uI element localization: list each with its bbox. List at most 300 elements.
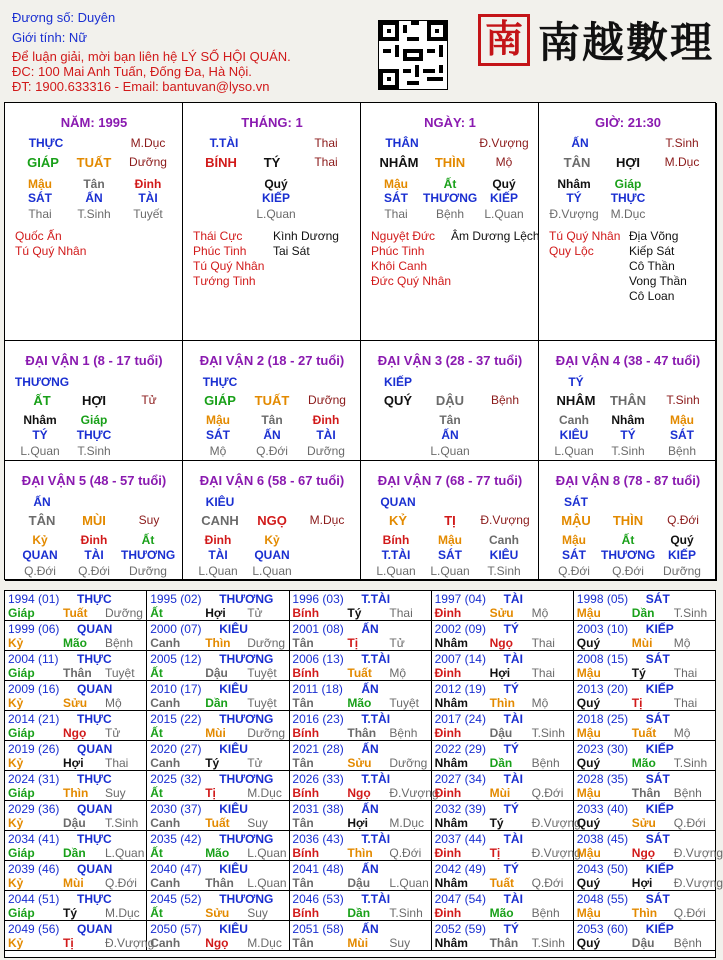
year-can: Ất [150,846,163,860]
brand-logo: 南越數理 [538,18,715,67]
year-cell [289,621,431,651]
dai-van-chi: THÂN [609,393,647,408]
year-chi: Mão [347,696,372,710]
year-cell [5,921,155,951]
year-star: TÝ [503,742,519,756]
year-can: Mậu [576,726,601,740]
hidden-star: T.TÀI [381,548,411,562]
year-star: T.TÀI [361,832,391,846]
hidden-stem: Nhâm [557,177,591,191]
year-can: Tân [292,936,314,950]
dai-van-star: KIÊU [205,495,235,509]
year-can: Giáp [8,846,35,860]
year-can: Ất [150,726,163,740]
year-star: ẤN [361,682,379,696]
year-label: 2013 (20) [576,682,629,696]
hidden-star: TÝ [32,428,48,442]
pillar-cell [5,103,183,341]
year-star: SÁT [645,652,670,666]
year-chi: Tý [347,606,362,620]
dai-van-title: ĐẠI VẬN 8 (78 - 87 tuổi) [555,473,701,488]
year-star: KIẾP [645,922,674,936]
year-stage: Q.Đới [673,816,706,830]
year-star: ẤN [361,742,379,756]
year-stage: Tuyệt [105,666,135,680]
year-can: Tân [292,876,314,890]
year-chi: Tuất [205,816,230,830]
hidden-star: ẤN [85,191,103,205]
year-cell [5,741,147,771]
year-chi: Tuất [63,606,88,620]
year-star: KIÊU [219,682,248,696]
hidden-stage: Dưỡng [663,564,701,578]
year-can: Giáp [8,786,35,800]
year-label: 2008 (15) [576,652,629,666]
year-cell [574,621,716,651]
year-cell [432,801,581,831]
year-can: Tân [292,636,314,650]
year-label: 1998 (05) [576,592,629,606]
hidden-stage: L.Quan [376,564,416,578]
year-star: TÀI [503,592,523,606]
year-can: Bính [292,846,320,860]
year-cell [432,621,574,651]
year-stage: Tử [389,636,405,650]
shen-sha: Phúc Tinh [371,244,425,258]
hidden-star: QUAN [254,548,290,562]
year-stage: Mộ [673,636,691,650]
dai-van-chi: MÙI [82,513,106,528]
year-label: 2006 (13) [292,652,344,666]
hidden-star: SÁT [562,548,586,562]
year-label: 2024 (31) [8,772,60,786]
year-chi: Tý [63,906,78,920]
year-chi: Sửu [347,756,372,770]
hidden-stage: Q.Đới [558,564,590,578]
dai-van-can: NHÂM [556,393,596,408]
shen-sha: Đức Quý Nhân [371,274,452,288]
hidden-stem: Mậu [562,533,586,547]
year-can: Bính [292,786,320,800]
dai-van-can: KỶ [388,513,408,528]
pillar-chi: HỢI [615,155,641,170]
hidden-stage: T.Sinh [77,207,111,221]
year-label: 1994 (01) [8,592,60,606]
dai-van-cell [183,341,361,461]
year-can: Đinh [434,846,462,860]
hidden-star: TÝ [566,191,582,205]
year-stage: Đ.Vượng [673,876,723,890]
year-label: 1999 (06) [8,622,60,636]
shen-sha: Quy Lộc [549,244,594,258]
pillar-stage: M.Dục [130,136,166,150]
year-label: 2001 (08) [292,622,344,636]
year-chi: Dậu [63,816,86,830]
pillar-stage: T.Sinh [665,136,699,150]
year-label: 2010 (17) [150,682,202,696]
year-label: 2000 (07) [150,622,202,636]
hidden-star: SÁT [384,191,408,205]
year-stage: Q.Đới [531,786,564,800]
dai-van-stage: Dưỡng [308,393,346,407]
year-chi: Mão [205,846,230,860]
year-stage: Suy [247,906,268,920]
year-stage: Q.Đới [673,906,706,920]
year-table [4,590,723,958]
pillar-chi: TÝ [263,155,281,170]
dai-van-cell [361,341,539,461]
dai-van-stage: M.Dục [309,513,345,527]
year-star: TÝ [503,862,519,876]
year-cell [574,861,723,891]
year-cell [147,741,289,771]
year-can: Canh [150,816,181,830]
year-star: KIÊU [219,622,248,636]
year-cell [432,681,574,711]
hidden-star: KIÊU [489,548,519,562]
year-chi: Tuất [631,726,657,740]
hidden-stem: Quý [670,533,694,547]
dai-van-star: SÁT [564,495,588,509]
gender: Giới tính: Nữ [12,30,88,45]
year-chi: Ngọ [347,786,371,800]
hidden-stem: Kỷ [32,533,48,547]
year-stage: Thai [531,666,555,680]
year-star: THỰC [77,892,112,906]
year-cell [5,681,147,711]
year-cell [432,831,581,861]
year-chi: Hợi [631,876,653,890]
year-label: 2035 (42) [150,832,202,846]
year-cell [147,801,289,831]
year-stage: Đ.Vượng [389,786,439,800]
hidden-star: TÀI [208,548,228,562]
year-chi: Dậu [631,936,655,950]
year-cell [289,681,431,711]
dai-van-cell [361,461,539,581]
dai-van-can: TÂN [28,513,56,528]
year-label: 2039 (46) [8,862,60,876]
year-stage: Mộ [531,696,549,710]
year-star: QUAN [77,742,113,756]
header [0,0,720,100]
hidden-stage: Q.Đới [256,444,288,458]
year-star: ẤN [361,622,379,636]
year-can: Bính [292,606,320,620]
hidden-star: KIẾP [261,191,290,205]
pillar-title: NGÀY: 1 [424,115,476,130]
year-label: 2014 (21) [8,712,60,726]
year-chi: Mùi [631,636,653,650]
year-stage: T.Sinh [673,606,708,620]
shen-sha: Quốc Ấn [15,229,62,243]
year-stage: Mộ [531,606,549,620]
year-chi: Thìn [631,906,658,920]
hidden-stage: T.Sinh [77,444,111,458]
hidden-star: TÝ [620,428,636,442]
year-chi: Mùi [63,876,84,890]
year-stage: Tuyệt [247,666,277,680]
year-cell [289,591,431,621]
year-star: ẤN [361,802,379,816]
hidden-star: THỰC [76,428,112,442]
year-label: 2011 (18) [292,682,343,696]
year-cell [5,891,147,921]
year-chi: Tị [347,636,359,650]
year-label: 2049 (56) [8,922,60,936]
year-stage: Tuyệt [389,696,419,710]
year-can: Giáp [8,726,35,740]
year-star: TÀI [503,772,523,786]
year-label: 2032 (39) [434,802,486,816]
hidden-stem: Mậu [206,413,230,427]
year-label: 2005 (12) [150,652,202,666]
year-chi: Thân [347,726,377,740]
hidden-stem: Giáp [80,413,108,427]
dai-van-stage: Đ.Vượng [480,513,530,527]
year-can: Quý [576,936,601,950]
year-label: 2009 (16) [8,682,60,696]
year-stage: T.Sinh [531,936,565,950]
year-stage: Q.Đới [389,846,422,860]
shen-sha: Thái Cực [193,229,243,243]
shen-sha-2: Cô Loan [629,289,675,303]
hidden-stage: L.Quan [252,564,292,578]
dai-van-title: ĐẠI VẬN 5 (48 - 57 tuổi) [21,473,167,488]
dai-van-title: ĐẠI VẬN 3 (28 - 37 tuổi) [377,353,523,368]
year-star: SÁT [645,832,670,846]
year-chi: Dần [347,906,371,920]
year-chi: Dậu [205,666,228,680]
year-can: Kỷ [8,936,24,950]
dai-van-star: TÝ [568,375,584,389]
hidden-stem: Tân [83,177,105,191]
year-star: THỰC [77,712,112,726]
year-stage: Đ.Vượng [673,846,723,860]
year-stage: Tử [247,756,263,770]
hidden-stem: Mậu [670,413,694,427]
year-chi: Thìn [489,696,515,710]
year-can: Quý [576,816,601,830]
year-chi: Hợi [347,816,368,830]
hidden-star: SÁT [28,191,52,205]
owner-name: Đương số: Duyên [12,10,116,25]
dai-van-can: GIÁP [204,393,236,408]
year-chi: Hợi [205,606,226,620]
year-cell [5,861,147,891]
year-can: Canh [150,876,181,890]
year-chi: Sửu [489,606,514,620]
hidden-stem: Tân [261,413,283,427]
hidden-stem: Đinh [312,413,340,427]
year-star: KIẾP [645,742,674,756]
year-label: 2021 (28) [292,742,344,756]
shen-sha-2: Tai Sát [273,244,310,258]
year-can: Bính [292,666,320,680]
hidden-stem: Đinh [134,177,162,191]
shen-sha-2: Kình Dương [273,229,339,243]
year-cell [147,771,289,801]
pillar-can: GIÁP [27,155,59,170]
year-label: 2028 (35) [576,772,629,786]
year-label: 2007 (14) [434,652,486,666]
year-can: Bính [292,726,320,740]
year-chi: Dần [205,696,228,710]
year-cell [574,831,723,861]
year-star: THỰC [77,592,112,606]
shen-sha: Khôi Canh [371,259,428,273]
year-star: QUAN [77,862,113,876]
year-cell [432,891,574,921]
year-cell [5,711,147,741]
year-label: 2002 (09) [434,622,486,636]
year-can: Kỷ [8,696,24,710]
year-stage: Tử [247,606,263,620]
year-label: 2046 (53) [292,892,344,906]
year-star: KIẾP [645,622,674,636]
hidden-stem: Nhâm [23,413,57,427]
year-chi: Dần [489,756,513,770]
year-stage: Bệnh [531,906,560,920]
pillar-star: ẤN [571,136,589,150]
year-chi: Mão [489,906,514,920]
pillar-star: THỰC [28,136,64,150]
hidden-stem: Mậu [438,533,462,547]
year-star: T.TÀI [361,892,391,906]
year-stage: L.Quan [247,846,287,860]
year-cell [432,861,574,891]
chart-grid [4,102,716,580]
hidden-stage: Q.Đới [24,564,56,578]
year-cell [289,861,431,891]
year-stage: T.Sinh [389,906,423,920]
year-label: 2017 (24) [434,712,486,726]
dai-van-cell [5,341,183,461]
dai-van-title: ĐẠI VẬN 7 (68 - 77 tuổi) [377,473,523,488]
pillar-title: THÁNG: 1 [241,115,303,130]
year-can: Mậu [576,906,601,920]
year-label: 2048 (55) [576,892,629,906]
dai-van-cell [183,461,361,581]
year-stage: Thai [531,636,555,650]
year-label: 2047 (54) [434,892,486,906]
year-can: Quý [576,756,601,770]
year-star: KIÊU [219,802,248,816]
year-can: Nhâm [434,816,468,830]
year-label: 2004 (11) [8,652,59,666]
year-star: SÁT [645,892,670,906]
year-star: TÀI [503,832,523,846]
year-star: ẤN [361,922,379,936]
year-star: T.TÀI [361,652,391,666]
year-star: T.TÀI [361,712,391,726]
year-can: Kỷ [8,816,24,830]
year-cell [574,801,716,831]
pillar-can: TÂN [563,155,591,170]
year-stage: Bệnh [105,636,134,650]
year-label: 1996 (03) [292,592,344,606]
year-can: Nhâm [434,876,468,890]
year-cell [432,711,574,741]
year-label: 2018 (25) [576,712,629,726]
year-stage: M.Dục [247,786,282,800]
year-chi: Dần [631,606,655,620]
year-label: 1997 (04) [434,592,486,606]
dai-van-chi: THÌN [612,513,644,528]
year-chi: Thân [205,876,234,890]
year-chi: Ngọ [631,846,656,860]
year-can: Tân [292,756,314,770]
year-stage: Bệnh [673,936,702,950]
year-stage: Tử [105,726,121,740]
year-cell [5,591,147,621]
hidden-stage: L.Quan [430,444,470,458]
year-stage: Suy [389,936,411,950]
year-can: Đinh [434,666,462,680]
year-chi: Hợi [63,756,84,770]
hidden-stem: Kỷ [264,533,280,547]
pillar-title: GIỜ: 21:30 [594,115,661,130]
year-can: Mậu [576,606,601,620]
pillar-stage: Đ.Vượng [479,136,529,150]
pillar-chi-stage: Mộ [495,155,513,169]
hidden-star: THƯƠNG [121,548,176,562]
dai-van-title: ĐẠI VẬN 4 (38 - 47 tuổi) [555,353,701,368]
year-chi: Thìn [347,846,373,860]
hidden-stage: Dưỡng [129,564,167,578]
pillar-star: T.TÀI [209,136,239,150]
year-can: Quý [576,636,601,650]
hidden-star: THƯƠNG [601,548,656,562]
year-cell [432,741,574,771]
year-stage: Thai [105,756,129,770]
year-star: KIẾP [645,682,674,696]
year-star: TÀI [503,892,523,906]
dai-van-cell [539,341,717,461]
year-can: Giáp [8,606,35,620]
dai-van-chi: NGỌ [257,513,287,528]
year-label: 2036 (43) [292,832,344,846]
pillar-chi-stage: Dưỡng [129,155,167,169]
year-stage: Thai [389,606,413,620]
year-cell [5,771,147,801]
year-stage: Suy [105,786,126,800]
year-label: 2040 (47) [150,862,202,876]
dai-van-star: ẤN [33,495,51,509]
year-cell [147,831,289,861]
shen-sha-2: Kiếp Sát [629,244,675,258]
year-label: 2029 (36) [8,802,60,816]
hidden-star: ẤN [263,428,281,442]
hidden-stem: Ất [443,177,457,191]
hidden-stem: Giáp [614,177,642,191]
dai-van-can: MẬU [561,513,591,528]
hidden-stage: Mộ [209,444,227,458]
year-label: 2034 (41) [8,832,60,846]
pillar-chi-stage: M.Dục [664,155,700,169]
year-chi: Thìn [205,636,231,650]
hidden-stem: Tân [439,413,461,427]
year-cell [574,771,716,801]
year-cell [432,591,574,621]
year-chi: Tị [489,846,501,860]
year-stage: Mộ [673,726,691,740]
year-cell [5,801,147,831]
hidden-star: TÀI [138,191,158,205]
hidden-stem: Canh [559,413,589,427]
year-star: TÝ [503,622,519,636]
year-stage: Mộ [389,666,407,680]
